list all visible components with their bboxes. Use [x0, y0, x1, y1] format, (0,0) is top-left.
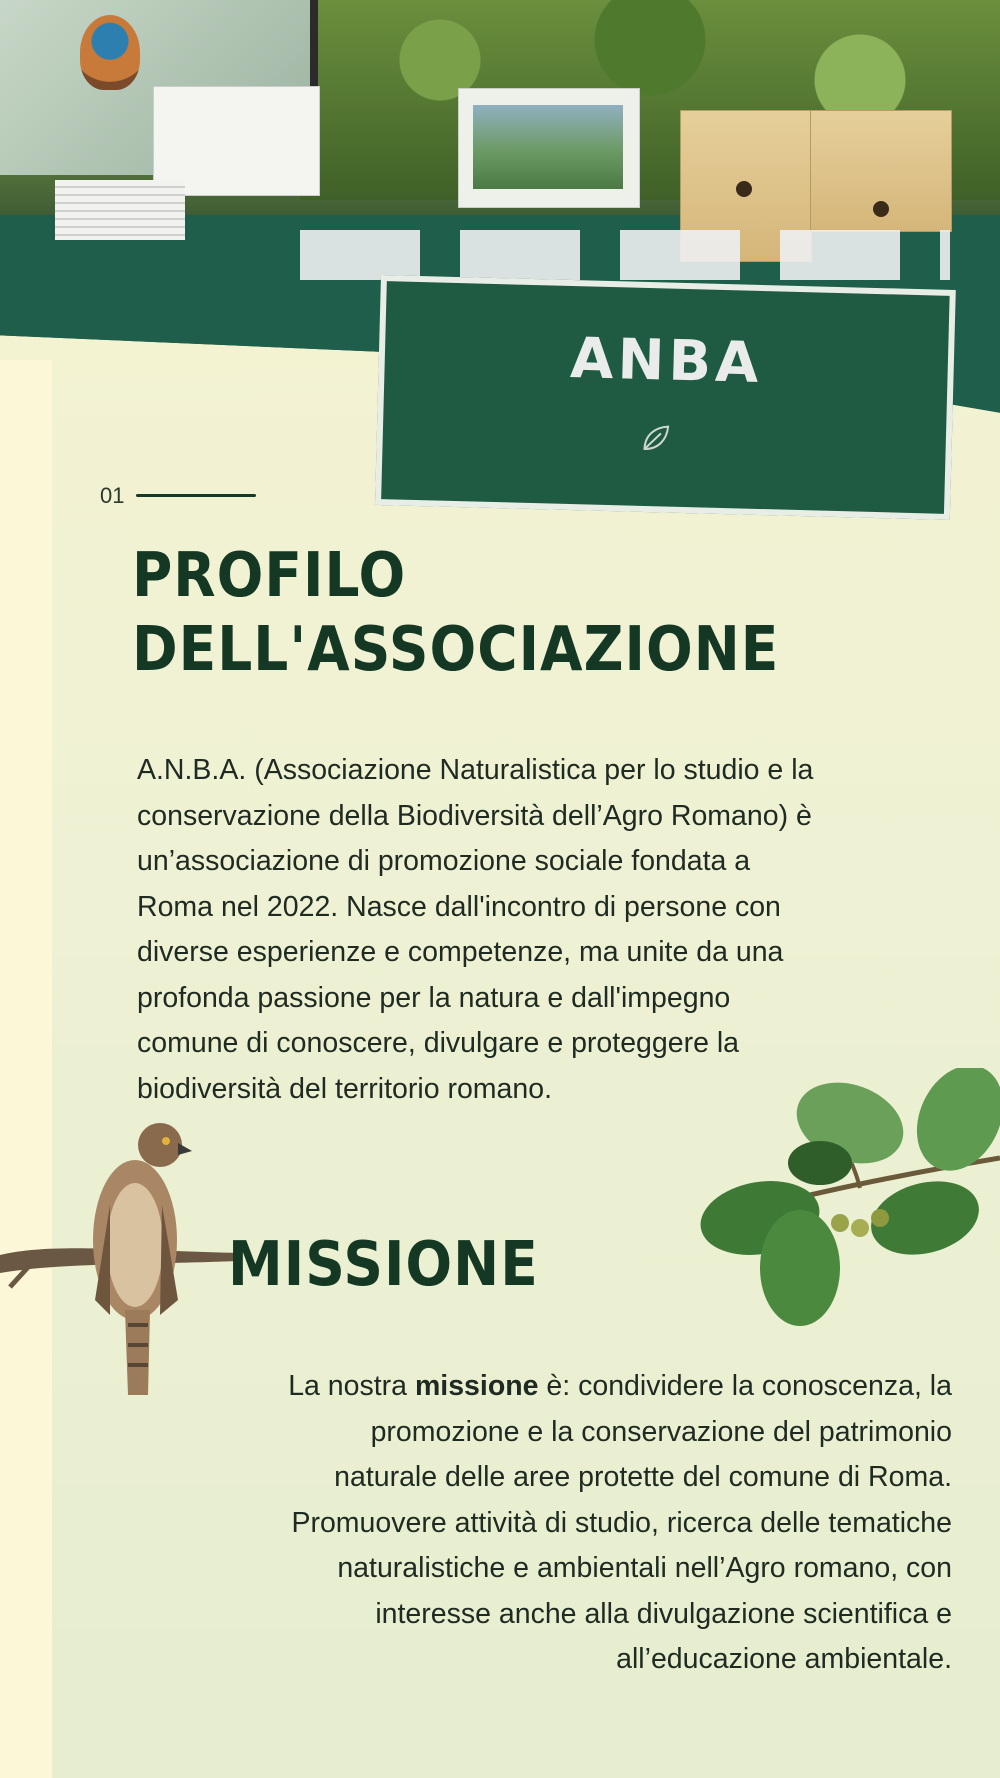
paragraph-line: profonda passione per la natura e dall'impegno: [137, 981, 731, 1014]
paragraph-line: A.N.B.A. (Associazione Naturalistica per lo studio e la: [137, 754, 814, 786]
title-line-2: DELL'ASSOCIAZIONE: [132, 613, 780, 685]
mission-keyword: missione: [414, 1370, 539, 1402]
banner-text: ANBA: [569, 325, 764, 397]
mission-paragraph: [140, 1364, 952, 1683]
paragraph-line: diverse esperienze e competenze, ma unite da una: [137, 936, 784, 968]
book-stack: [55, 180, 185, 240]
hawk-illustration: [0, 1115, 240, 1400]
paragraph-line: conservazione della Biodiversità dell’Agro Romano) è: [137, 799, 812, 832]
mission-line: all’educazione ambientale.: [616, 1643, 952, 1675]
mission-intro: La nostra: [288, 1370, 415, 1402]
paragraph-line: Roma nel 2022. Nasce dall'incontro di persone con: [137, 890, 781, 923]
oak-branch-illustration: [700, 1068, 1000, 1343]
title-line-1: PROFILO: [132, 539, 407, 611]
section-divider-line: [136, 494, 256, 497]
paragraph-line: biodiversità del territorio romano.: [137, 1072, 553, 1105]
leaflets: [300, 230, 950, 280]
left-edge-strip: [0, 360, 52, 1778]
display-card-lake: [458, 88, 640, 208]
paragraph-line: un’associazione di promozione sociale fondata a: [137, 845, 751, 877]
page-title: [132, 538, 779, 686]
mission-line: promozione e la conservazione del patrimonio: [370, 1415, 952, 1448]
kingfisher-picture: [80, 15, 140, 90]
mission-title: MISSIONE: [228, 1228, 539, 1300]
nest-box-right: [810, 110, 952, 232]
paragraph-line: comune di conoscere, divulgare e proteggere la: [137, 1027, 740, 1059]
anba-banner: [375, 275, 956, 520]
mission-line: Promuovere attività di studio, ricerca delle tematiche: [291, 1506, 952, 1539]
mission-line: interesse anche alla divulgazione scientifica e: [375, 1597, 952, 1630]
profile-paragraph: [137, 748, 937, 1112]
leaf-icon: [640, 423, 671, 454]
mission-line: naturale delle aree protette del comune di Roma.: [334, 1461, 952, 1493]
mission-line-1-rest: è: condividere la conoscenza, la: [538, 1370, 952, 1402]
mission-line: naturalistiche e ambientali nell’Agro romano, con: [337, 1552, 952, 1584]
section-number: 01: [100, 483, 125, 508]
